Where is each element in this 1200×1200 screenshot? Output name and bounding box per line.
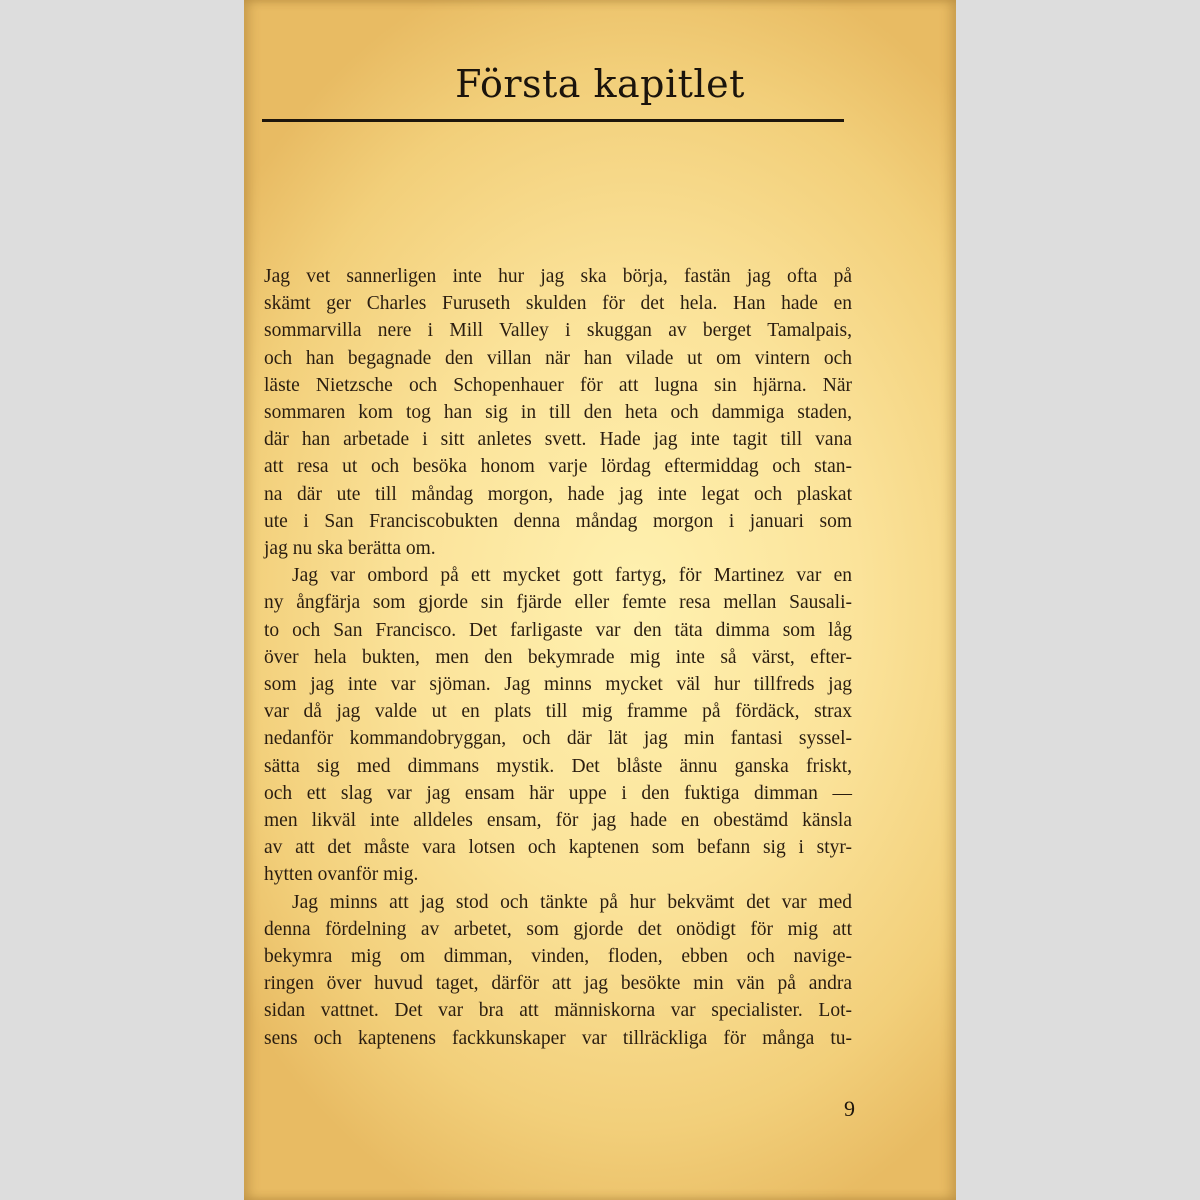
body-text (264, 263, 852, 1052)
text-line: sidan vattnet. Det var bra att människorna var specialister. Lot- (264, 1000, 852, 1022)
text-line: sens och kaptenens fackkunskaper var tillräckliga för många tu- (264, 1027, 852, 1049)
text-line: sommarvilla nere i Mill Valley i skuggan av berget Tamalpais, (264, 320, 852, 342)
text-line: to och San Francisco. Det farligaste var den täta dimma som låg (264, 619, 852, 641)
text-line: ny ångfärja som gjorde sin fjärde eller femte resa mellan Sausali- (264, 592, 852, 614)
chapter-title: Första kapitlet (455, 62, 745, 106)
text-line: jag nu ska berätta om. (264, 538, 436, 560)
text-line: var då jag valde ut en plats till mig framme på fördäck, strax (264, 701, 852, 723)
text-line: men likväl inte alldeles ensam, för jag hade en obestämd känsla (264, 810, 852, 832)
text-line: över hela bukten, men den bekymrade mig inte så värst, efter- (264, 646, 852, 668)
text-line: bekymra mig om dimman, vinden, floden, ebben och navige- (264, 946, 852, 968)
text-line: Jag minns att jag stod och tänkte på hur bekvämt det var med (292, 891, 852, 913)
text-line: nedanför kommandobryggan, och där lät jag min fantasi syssel- (264, 728, 852, 750)
text-line: skämt ger Charles Furuseth skulden för det hela. Han hade en (264, 293, 852, 315)
text-line: och han begagnade den villan när han vilade ut om vintern och (264, 347, 852, 369)
text-line: ringen över huvud taget, därför att jag besökte min vän på andra (264, 973, 852, 995)
text-line: och ett slag var jag ensam här uppe i den fuktiga dimman — (264, 782, 852, 804)
paragraph (264, 263, 852, 562)
text-line: na där ute till måndag morgon, hade jag inte legat och plaskat (264, 483, 852, 505)
title-rule (262, 119, 844, 122)
text-line: Jag var ombord på ett mycket gott fartyg, för Martinez var en (292, 565, 852, 587)
page-number: 9 (844, 1096, 855, 1121)
text-line: av att det måste vara lotsen och kaptenen som befann sig i styr- (264, 837, 852, 859)
text-line: Jag vet sannerligen inte hur jag ska börja, fastän jag ofta på (264, 266, 852, 287)
book-page (244, 0, 956, 1200)
text-line: läste Nietzsche och Schopenhauer för att lugna sin hjärna. När (264, 374, 852, 396)
text-line: som jag inte var sjöman. Jag minns mycket väl hur tillfreds jag (264, 674, 852, 696)
text-line: ute i San Franciscobukten denna måndag morgon i januari som (264, 510, 852, 532)
text-line: denna fördelning av arbetet, som gjorde det onödigt för mig att (264, 918, 852, 940)
paragraph (264, 562, 852, 888)
text-line: sommaren kom tog han sig in till den heta och dammiga staden, (264, 402, 852, 424)
text-line: sätta sig med dimmans mystik. Det blåste ännu ganska friskt, (264, 755, 852, 777)
paragraph (264, 889, 852, 1052)
text-line: där han arbetade i sitt anletes svett. Hade jag inte tagit till vana (264, 429, 852, 451)
text-line: hytten ovanför mig. (264, 864, 419, 886)
text-line: att resa ut och besöka honom varje lördag eftermiddag och stan- (264, 456, 852, 478)
